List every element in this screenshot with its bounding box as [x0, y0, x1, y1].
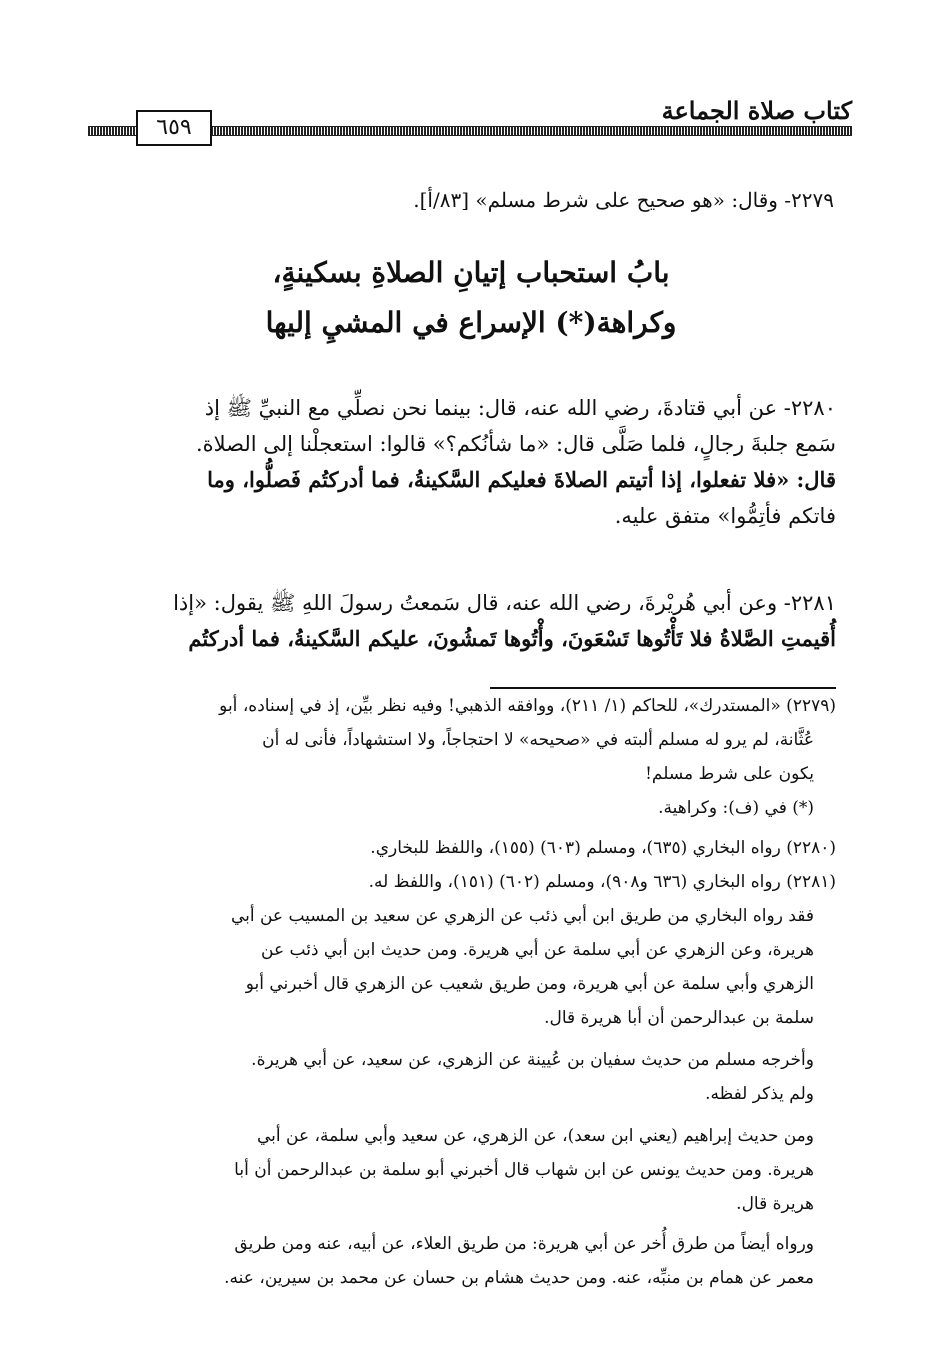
footnote-line: وأخرجه مسلم من حديث سفيان بن عُيينة عن الزهري، عن سعيد، عن أبي هريرة.: [251, 1050, 814, 1070]
chapter-title-line-1: بابُ استحباب إتيانِ الصلاةِ بسكينةٍ،: [272, 256, 670, 289]
hadith-2279: ٢٢٧٩- وقال: «هو صحيح على شرط مسلم» [٨٣/أ].: [413, 188, 834, 212]
hadith-2280-line: فاتكم فأتِمُّوا» متفق عليه.: [614, 504, 836, 528]
hadith-2281-line: أُقيمتِ الصَّلاةُ فلا تَأْتُوها تَسْعَونَ، وأْتُوها تَمشُونَ، عليكم السَّكينةُ، فما أدركتُم: [188, 626, 836, 651]
footnote-line: فقد رواه البخاري من طريق ابن أبي ذئب عن الزهري عن سعيد بن المسيب عن أبي: [230, 906, 814, 926]
footnote-separator: [490, 687, 836, 689]
footnote-line: ولم يذكر لفظه.: [705, 1084, 814, 1104]
footnote-2281: (٢٢٨١) رواه البخاري (٦٣٦ و٩٠٨)، ومسلم (٦٠٢) (١٥١)، واللفظ له.: [368, 872, 836, 892]
page-header: [88, 96, 852, 148]
footnote-asterisk: (*) في (ف): وكراهية.: [658, 798, 814, 818]
footnote-line: ورواه أيضاً من طرق أُخر عن أبي هريرة: من طريق العلاء، عن أبيه، عنه ومن طريق: [234, 1234, 814, 1254]
hadith-2281: [106, 585, 836, 657]
footnote-2279: (٢٢٧٩) «المستدرك»، للحاكم (١/ ٢١١)، ووافقه الذهبي! وفيه نظر بيِّن، إذ في إسناده، أبو: [219, 696, 836, 716]
footnote-line: هريرة قال.: [736, 1194, 814, 1214]
footnote-line: ومن حديث إبراهيم (يعني ابن سعد)، عن الزهري، عن سعيد وأبي سلمة، عن أبي: [256, 1126, 814, 1146]
footnote-line: يكون على شرط مسلم!: [645, 764, 814, 784]
footnote-line: هريرة. ومن حديث يونس عن ابن شهاب قال أخبرني أبو سلمة بن عبدالرحمن أن أبا: [234, 1160, 814, 1180]
running-title: كتاب صلاة الجماعة: [661, 96, 852, 125]
hadith-2280-line: سَمع جلبةَ رجالٍ، فلما صَلَّى قال: «ما شأنُكم؟» قالوا: استعجلْنا إلى الصلاة.: [195, 432, 836, 456]
chapter-title-line-2: وكراهة(*) الإسراع في المشيِ إليها: [265, 306, 677, 339]
page-number: ٦٥٩: [136, 110, 212, 146]
footnote-line: عُثَّانة، لم يرو له مسلم ألبته في «صحيحه» لا احتجاجاً، ولا استشهاداً، فأنى له أن: [262, 730, 814, 750]
footnote-line: الزهري وأبي سلمة عن أبي هريرة، ومن طريق شعيب عن الزهري قال أخبرني أبو: [245, 974, 814, 994]
hadith-2280-line: قال: «فلا تفعلوا، إذا أتيتم الصلاةَ فعليكم السَّكينةُ، فما أدركتُم فَصلُّوا، وما: [207, 467, 836, 492]
hadith-2280-line: ٢٢٨٠- عن أبي قتادةَ، رضي الله عنه، قال: بينما نحن نصلِّي مع النبيِّ ﷺ إذ: [204, 396, 836, 420]
hadith-2280: [106, 390, 836, 534]
hadith-2281-line: ٢٢٨١- وعن أبي هُريْرةَ، رضي الله عنه، قال سَمعتُ رسولَ اللهِ ﷺ يقول: «إذا: [173, 591, 836, 615]
footnote-2280: (٢٢٨٠) رواه البخاري (٦٣٥)، ومسلم (٦٠٣) (١٥٥)، واللفظ للبخاري.: [370, 838, 836, 858]
footnote-line: هريرة، وعن الزهري عن أبي سلمة عن أبي هريرة. ومن حديث ابن أبي ذئب عن: [261, 940, 814, 960]
footnote-line: سلمة بن عبدالرحمن أن أبا هريرة قال.: [544, 1008, 814, 1028]
footnote-line: معمر عن همام بن منبِّه، عنه. ومن حديث هشام بن حسان عن محمد بن سيرين، عنه.: [224, 1268, 814, 1288]
